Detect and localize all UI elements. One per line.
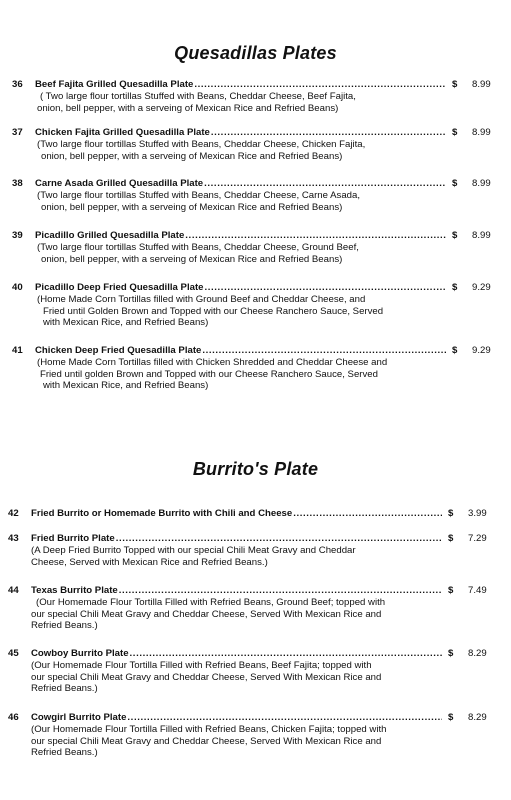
description-line: our special Chili Meat Gravy and Cheddar Cheese, Served With Mexican Rice and	[31, 671, 382, 683]
item-price: 8.29	[468, 648, 487, 659]
description-line: Refried Beans.)	[31, 747, 98, 759]
item-description	[0, 294, 383, 329]
dot-leader	[204, 178, 446, 190]
description-line: (Two large flour tortillas Stuffed with Beans, Cheddar Cheese, Carne Asada,	[37, 190, 360, 201]
section-title-burritos: Burrito's Plate	[192, 459, 319, 479]
description-line: Cheese, Served with Mexican Rice and Refried Beans.)	[31, 556, 268, 568]
item-name: Beef Fajita Grilled Quesadilla Plate	[35, 79, 194, 90]
currency-symbol: $	[448, 533, 454, 544]
item-number: 43	[8, 533, 19, 544]
description-line: our special Chili Meat Gravy and Cheddar Cheese, Served With Mexican Rice and	[31, 735, 382, 747]
description-line: (Our Homemade Flour Tortilla Filled with Refried Beans, Beef Fajita; topped with	[31, 660, 372, 671]
item-description	[0, 91, 356, 114]
description-line: onion, bell pepper, with a serveing of Mexican Rice and Refried Beans)	[41, 201, 343, 213]
description-line: onion, bell pepper, with a serveing of Mexican Rice and Refried Beans)	[41, 150, 343, 162]
currency-symbol: $	[452, 178, 458, 189]
item-number: 40	[12, 282, 23, 293]
currency-symbol: $	[448, 648, 454, 659]
item-name: Picadillo Grilled Quesadilla Plate	[35, 230, 185, 241]
item-name: Picadillo Deep Fried Quesadilla Plate	[35, 282, 204, 293]
item-name: Texas Burrito Plate	[31, 585, 118, 596]
item-description	[0, 545, 356, 568]
item-number: 44	[8, 585, 19, 596]
description-line: (Home Made Corn Tortillas filled with Chicken Shredded and Cheddar Cheese and	[37, 357, 388, 368]
dot-leader	[204, 282, 446, 294]
description-line: our special Chili Meat Gravy and Cheddar Cheese, Served With Mexican Rice and	[31, 608, 382, 620]
description-line: (Two large flour tortillas Stuffed with Beans, Cheddar Cheese, Chicken Fajita,	[37, 139, 366, 150]
item-price: 7.49	[468, 585, 487, 596]
description-line: onion, bell pepper, with a serveing of Mexican Rice and Refried Beans)	[41, 253, 343, 265]
item-price: 7.29	[468, 533, 487, 544]
dot-leader	[293, 508, 442, 520]
currency-symbol: $	[452, 345, 458, 356]
item-name: Fried Burrito Plate	[31, 533, 115, 544]
item-name: Cowboy Burrito Plate	[31, 648, 129, 659]
dot-leader	[202, 345, 446, 357]
description-line: Fried until Golden Brown and Topped with our Cheese Ranchero Sauce, Served	[43, 305, 384, 317]
dot-leader	[127, 712, 442, 724]
description-line: Refried Beans.)	[31, 620, 98, 632]
description-line: Refried Beans.)	[31, 683, 98, 695]
currency-symbol: $	[448, 585, 454, 596]
description-line: Fried until golden Brown and Topped with our Cheese Ranchero Sauce, Served	[40, 368, 378, 380]
description-line: (Two large flour tortillas Stuffed with Beans, Cheddar Cheese, Ground Beef,	[37, 242, 359, 253]
item-description	[0, 242, 359, 265]
item-description	[0, 357, 387, 392]
currency-symbol: $	[452, 79, 458, 90]
item-description	[0, 190, 360, 213]
description-line: (A Deep Fried Burrito Topped with our special Chili Meat Gravy and Cheddar	[31, 545, 356, 556]
item-price: 8.29	[468, 712, 487, 723]
item-price: 9.29	[472, 345, 491, 356]
currency-symbol: $	[452, 230, 458, 241]
description-line: (Home Made Corn Tortillas filled with Ground Beef and Cheddar Cheese, and	[37, 294, 366, 305]
item-number: 42	[8, 508, 19, 519]
item-number: 38	[12, 178, 23, 189]
description-line: onion, bell pepper, with a serveing of Mexican Rice and Refried Beans)	[37, 102, 339, 114]
item-number: 37	[12, 127, 23, 138]
currency-symbol: $	[452, 127, 458, 138]
dot-leader	[194, 79, 446, 91]
item-name: Chicken Deep Fried Quesadilla Plate	[35, 345, 202, 356]
item-name: Fried Burrito or Homemade Burrito with Chili and Cheese	[31, 508, 293, 519]
dot-leader	[130, 648, 442, 660]
dot-leader	[116, 533, 442, 545]
item-description	[0, 660, 381, 695]
item-number: 36	[12, 79, 23, 90]
item-number: 45	[8, 648, 19, 659]
currency-symbol: $	[452, 282, 458, 293]
item-price: 8.99	[472, 127, 491, 138]
item-price: 8.99	[472, 79, 491, 90]
currency-symbol: $	[448, 712, 454, 723]
item-name: Carne Asada Grilled Quesadilla Plate	[35, 178, 204, 189]
item-price: 3.99	[468, 508, 487, 519]
description-line: ( Two large flour tortillas Stuffed with Beans, Cheddar Cheese, Beef Fajita,	[40, 91, 356, 102]
item-description	[0, 724, 386, 759]
currency-symbol: $	[448, 508, 454, 519]
section-title-quesadillas: Quesadillas Plates	[174, 43, 337, 63]
dot-leader	[211, 127, 446, 139]
item-description	[0, 597, 385, 632]
dot-leader	[185, 230, 446, 242]
item-name: Cowgirl Burrito Plate	[31, 712, 127, 723]
item-number: 41	[12, 345, 23, 356]
item-price: 8.99	[472, 230, 491, 241]
description-line: (Our Homemade Flour Tortilla Filled with Refried Beans, Ground Beef; topped with	[36, 597, 386, 608]
item-description	[0, 139, 365, 162]
dot-leader	[119, 585, 442, 597]
item-number: 46	[8, 712, 19, 723]
item-name: Chicken Fajita Grilled Quesadilla Plate	[35, 127, 210, 138]
description-line: (Our Homemade Flour Tortilla Filled with Refried Beans, Chicken Fajita; topped with	[31, 724, 387, 735]
description-line: with Mexican Rice, and Refried Beans)	[43, 380, 209, 392]
description-line: with Mexican Rice, and Refried Beans)	[43, 317, 209, 329]
item-price: 9.29	[472, 282, 491, 293]
item-price: 8.99	[472, 178, 491, 189]
item-number: 39	[12, 230, 23, 241]
